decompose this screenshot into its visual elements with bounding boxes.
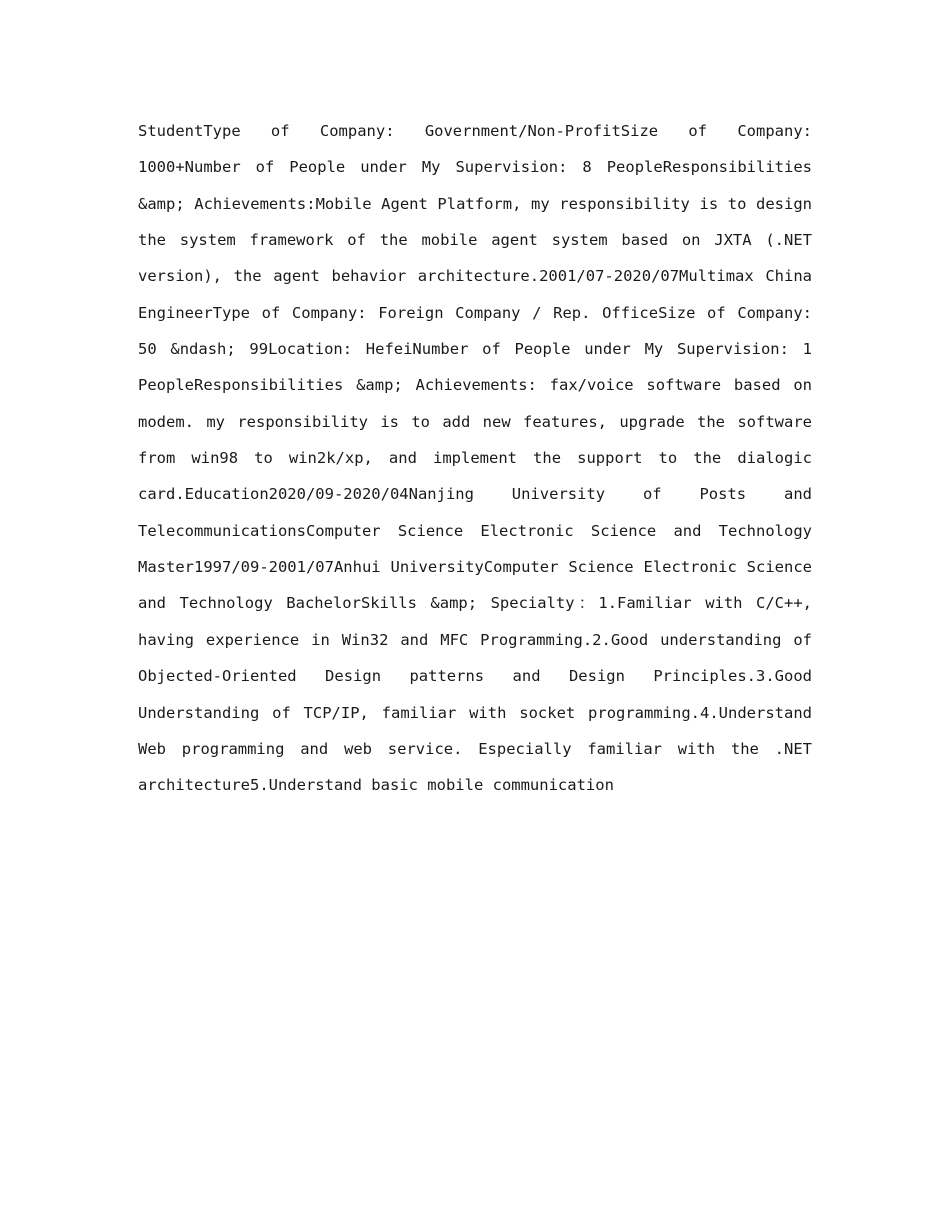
text-line: StudentType of Company: Government/Non-ProfitSize of Company:	[138, 122, 812, 140]
text-line: Objected-Oriented Design patterns and Design Principles.3.Good	[138, 667, 812, 686]
text-line: Web programming and web service. Especially familiar with the .NET	[138, 739, 812, 758]
text-line: architecture5.Understand basic mobile communication	[138, 776, 614, 795]
text-line: card.Education2020/09-2020/04Nanjing University of Posts and	[138, 485, 812, 504]
text-line: version), the agent behavior architecture.2001/07-2020/07Multimax China	[138, 267, 812, 286]
text-line: TelecommunicationsComputer Science Electronic Science and Technology	[138, 521, 812, 540]
text-line: the system framework of the mobile agent system based on JXTA (.NET	[138, 231, 812, 250]
text-line: EngineerType of Company: Foreign Company / Rep. OfficeSize of Company:	[138, 303, 812, 322]
text-line: Master1997/09-2001/07Anhui UniversityComputer Science Electronic Science	[138, 558, 812, 577]
resume-body-text	[138, 113, 812, 804]
text-line: Understanding of TCP/IP, familiar with socket programming.4.Understand	[138, 703, 812, 722]
text-line: 1000+Number of People under My Supervision: 8 PeopleResponsibilities	[138, 158, 812, 177]
text-line: from win98 to win2k/xp, and implement the support to the dialogic	[138, 449, 812, 468]
text-line: and Technology BachelorSkills &amp; Specialty：1.Familiar with C/C++,	[138, 594, 812, 613]
text-line: having experience in Win32 and MFC Programming.2.Good understanding of	[138, 630, 812, 649]
text-line: &amp; Achievements:Mobile Agent Platform, my responsibility is to design	[138, 194, 812, 213]
text-line: modem. my responsibility is to add new features, upgrade the software	[138, 412, 812, 431]
text-line: 50 &ndash; 99Location: HefeiNumber of People under My Supervision: 1	[138, 340, 812, 359]
text-line: PeopleResponsibilities &amp; Achievements: fax/voice software based on	[138, 376, 812, 395]
